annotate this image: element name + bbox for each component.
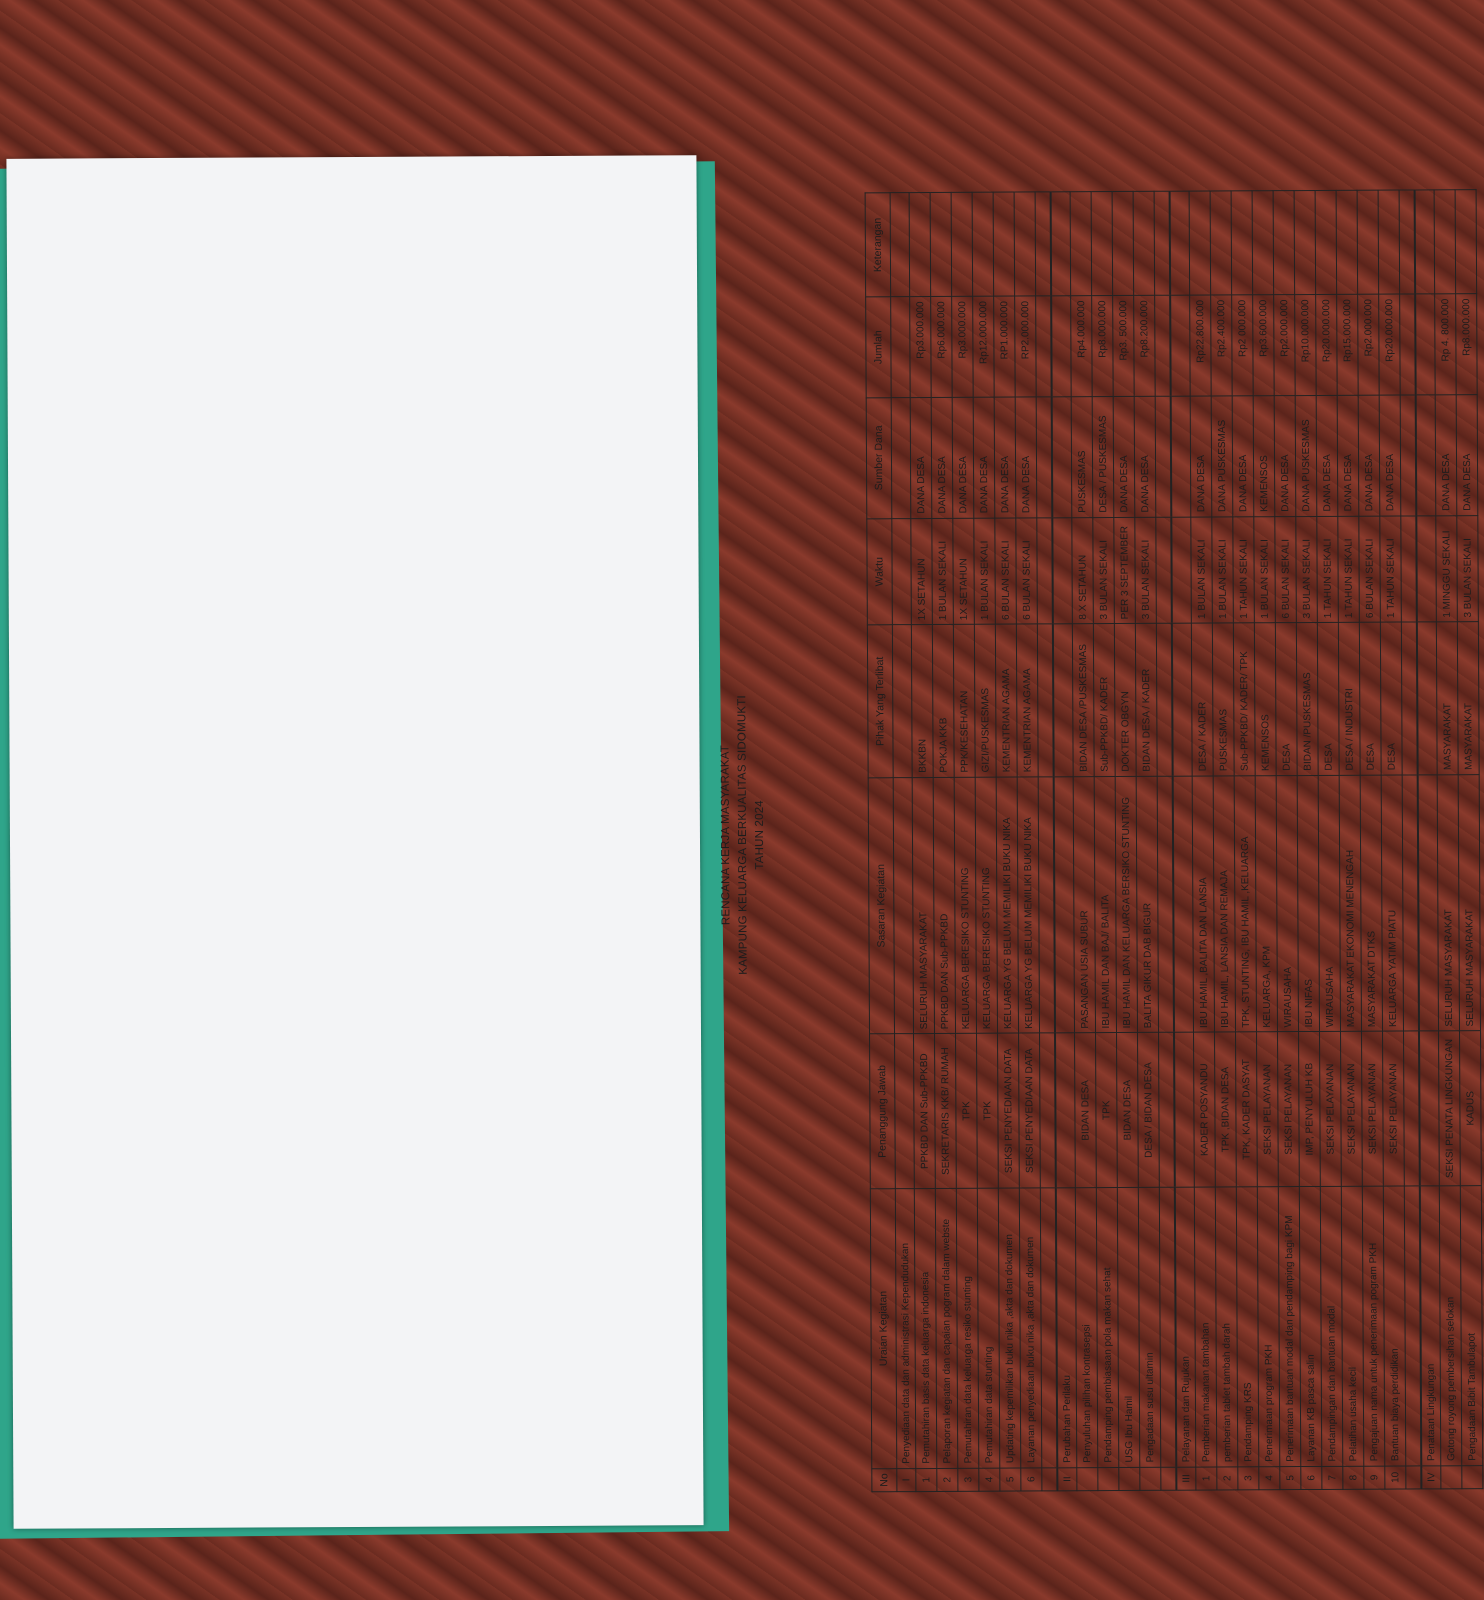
cell-sasaran: TPK, STUNTING, IBU HAMIL ,KELUARGA xyxy=(1234,776,1256,1033)
gap-cell xyxy=(1401,516,1417,623)
cell-uraian: Pengadaan Bibit Tambulapot xyxy=(1460,1186,1482,1466)
cell-jumlah: Rp3. 500.000 xyxy=(1113,296,1135,396)
work-plan-table xyxy=(865,189,1484,1492)
cell-no: 2 xyxy=(1217,1466,1238,1490)
cell-keterangan xyxy=(951,192,973,297)
empty-cell xyxy=(891,297,911,397)
cell-no xyxy=(1462,1465,1483,1489)
cell-sasaran: PASANGAN USIA SUBUR xyxy=(1073,776,1095,1033)
cell-uraian: Pemutahiran data keluarga resiko stunting xyxy=(956,1188,978,1468)
cell-pihak: Sub-PPKBD/ KADER xyxy=(1093,624,1115,776)
rotated-page xyxy=(696,152,1478,1516)
cell-dana: DANA DESA xyxy=(973,397,995,518)
cell-keterangan xyxy=(1252,191,1274,296)
cell-no: 6 xyxy=(1021,1468,1042,1492)
cell-dana: DANA DESA xyxy=(1232,395,1254,516)
cell-waktu: 3 BULAN SEKALI xyxy=(1093,517,1115,624)
cell-keterangan xyxy=(1434,190,1456,295)
cell-uraian: Pendamping pembiasaan pola makan sehat xyxy=(1096,1187,1118,1467)
cell-jumlah: Rp2 000.000 xyxy=(1232,295,1254,395)
cell-no xyxy=(1098,1467,1119,1491)
cell-keterangan xyxy=(1091,192,1113,297)
gap-cell xyxy=(1038,777,1055,1034)
cell-jumlah: Rp3.600.000 xyxy=(1253,295,1275,395)
cell-no: 3 xyxy=(958,1468,979,1492)
cell-pj: TPK ,BIDAN DESA xyxy=(1215,1032,1237,1187)
cell-pj: BIDAN DESA xyxy=(1075,1033,1097,1188)
cell-sasaran: KELUARGA YG BELUM MEMILIKI BUKU NIKA xyxy=(1017,777,1039,1034)
gap-cell xyxy=(1154,191,1170,296)
title-line-1: RENCANA KERJA MASYARAKAT xyxy=(719,744,733,926)
gap-cell xyxy=(1399,190,1415,295)
cell-waktu: PER 3 SEPTEMBER xyxy=(1114,517,1136,624)
cell-pj: SEKSI PELAYANAN xyxy=(1383,1031,1405,1186)
cell-waktu: 1 BULAN SEKALI xyxy=(1212,517,1234,624)
cell-jumlah: Rp2.000.000 xyxy=(1274,295,1296,395)
cell-pj: SEKSI PENYEDIAAN DATA xyxy=(998,1033,1020,1188)
cell-pihak: KEMENTRIAN AGAMA xyxy=(1016,624,1038,776)
cell-dana: DANA DESA xyxy=(1456,394,1478,515)
cell-no: 6 xyxy=(1301,1466,1322,1490)
header-pihak: Pihak Yang Terlibat xyxy=(867,625,893,777)
cell-pj: SEKSI PELAYANAN xyxy=(1341,1032,1363,1187)
cell-no: 2 xyxy=(937,1468,958,1492)
cell-no xyxy=(1140,1467,1161,1491)
cell-pihak: DOKTER OBGYN xyxy=(1114,624,1136,776)
cell-uraian: Penerimaan program PKH xyxy=(1257,1187,1279,1467)
cell-uraian: Bantuan biaya perdidikan xyxy=(1383,1186,1405,1466)
cell-waktu: 6 BULAN SEKALI xyxy=(995,518,1017,625)
cell-waktu: 6 BULAN SEKALI xyxy=(1016,518,1038,625)
cell-uraian: Penyuluhan pilihan kontrasepsi xyxy=(1075,1188,1097,1468)
cell-uraian: Pendamping KRS xyxy=(1236,1187,1258,1467)
section-name: Pelayanan dan Rujukan xyxy=(1175,1187,1196,1467)
gap-cell xyxy=(1406,1466,1422,1489)
cell-sasaran: KELUARGA BERESIKO STUNTING xyxy=(975,777,997,1034)
cell-pj: BIDAN DESA xyxy=(1117,1033,1139,1188)
cell-pihak: BKKBN xyxy=(911,625,933,777)
cell-sasaran: SELURUH MASYARAKAT xyxy=(1437,774,1459,1031)
cell-keterangan xyxy=(1070,192,1092,297)
cell-jumlah: Rp20.000.000 xyxy=(1379,294,1401,394)
cell-sasaran: IBU NIFAS xyxy=(1297,775,1319,1032)
cell-pihak: DESA / INDUSTRI xyxy=(1338,623,1360,775)
empty-cell xyxy=(891,397,911,518)
gap-cell xyxy=(1037,517,1053,624)
gap-cell xyxy=(1159,1033,1175,1188)
cell-no: 1 xyxy=(1196,1467,1217,1491)
cell-keterangan xyxy=(1378,190,1400,295)
cell-dana: DANA DESA xyxy=(910,397,932,518)
gap-cell xyxy=(1042,1467,1058,1490)
cell-uraian: USG Ibu Hamil xyxy=(1117,1187,1139,1467)
section-number: III xyxy=(1176,1467,1196,1491)
cell-waktu: 1 TAHUN SEKALI xyxy=(1338,516,1360,623)
cell-dana: DANA DESA xyxy=(1113,396,1135,517)
cell-waktu: 3 BULAN SEKALI xyxy=(1135,517,1157,624)
cell-waktu: 3 BULAN SEKALI xyxy=(1457,515,1479,622)
cell-waktu: 6 BULAN SEKALI xyxy=(1359,516,1381,623)
cell-jumlah: Rp4.000.000 xyxy=(1071,296,1093,396)
cell-dana: DANA DESA xyxy=(952,397,974,518)
cell-pj: TPK xyxy=(956,1034,978,1189)
cell-jumlah: Rp8.000.000 xyxy=(1092,296,1114,396)
cell-sasaran: WIRAUSAHA xyxy=(1318,775,1340,1032)
cell-pj: SEKSI PELAYANAN xyxy=(1257,1032,1279,1187)
empty-cell xyxy=(895,1034,915,1189)
section-name: Penataan Lingkungan xyxy=(1420,1186,1441,1466)
gap-cell xyxy=(1401,622,1417,774)
cell-jumlah: Rp12.000.000 xyxy=(973,297,995,397)
cell-sasaran: MASYARAKAT EKONOMI MENENGAH xyxy=(1339,775,1361,1032)
cell-dana: DANA DESA xyxy=(1358,395,1380,516)
cell-pihak: POKJA KKB xyxy=(932,625,954,777)
cell-dana: DANA PUSKESMAS xyxy=(1295,395,1317,516)
cell-uraian: Pelaporan kegiatan dan capaian pogram dalam webste xyxy=(935,1188,957,1468)
cell-keterangan xyxy=(1210,191,1232,296)
header-sasaran: Sasaran Kegiatan xyxy=(868,777,894,1034)
cell-pihak: MASYARAKAT xyxy=(1457,622,1479,774)
empty-cell xyxy=(1415,190,1435,295)
gap-cell xyxy=(1156,624,1172,776)
empty-cell xyxy=(1170,296,1190,396)
cell-sasaran: KELUARGA YATIM PIATU xyxy=(1381,775,1403,1032)
empty-cell xyxy=(1174,1033,1194,1188)
header-penanggung-jawab: Penanggung Jawab xyxy=(870,1034,896,1189)
cell-dana: PUSKESMAS xyxy=(1071,396,1093,517)
cell-no xyxy=(1441,1465,1462,1489)
gap-cell xyxy=(1404,1186,1421,1466)
cell-no: 5 xyxy=(1000,1468,1021,1492)
cell-sasaran: KELUARGA YG BELUM MEMILIKI BUKU NIKA xyxy=(996,777,1018,1034)
header-waktu: Waktu xyxy=(867,518,893,625)
gap-cell xyxy=(1400,294,1416,394)
cell-uraian: Layanan KB pasca salin xyxy=(1299,1186,1321,1466)
cell-dana: DANA DESA xyxy=(1337,395,1359,516)
cell-waktu: 1 MINGGU SEKALI xyxy=(1436,515,1458,622)
empty-cell xyxy=(893,777,913,1034)
header-keterangan: Keterangan xyxy=(865,193,891,298)
cell-keterangan xyxy=(1294,190,1316,295)
cell-no: 4 xyxy=(1259,1466,1280,1490)
cell-pihak: BIDAN DESA / KADER xyxy=(1135,624,1157,776)
cell-jumlah: RP2.000.000 xyxy=(1015,296,1037,396)
section-name: Perubahan Perilaku xyxy=(1056,1188,1077,1468)
cell-keterangan xyxy=(1315,190,1337,295)
cell-no xyxy=(1077,1467,1098,1491)
document-sheet xyxy=(6,155,1478,1529)
cell-keterangan xyxy=(1133,191,1155,296)
header-jumlah: Jumlah xyxy=(866,297,892,397)
cell-sasaran: IBU HAMIL ,BALITA DAN LANSIA xyxy=(1192,776,1214,1033)
cell-jumlah: Rp22.800.000 xyxy=(1190,295,1212,395)
title-block xyxy=(696,155,772,1515)
empty-cell xyxy=(1417,622,1437,774)
cell-dana: DANA DESA xyxy=(994,397,1016,518)
cell-jumlah: Rp 4. 800.000 xyxy=(1435,294,1457,394)
cell-pihak: BIDAN /PUSKESMAS xyxy=(1296,623,1318,775)
gap-cell xyxy=(1402,775,1419,1032)
cell-no: 5 xyxy=(1280,1466,1301,1490)
cell-pj: SEKSI PELAYANAN xyxy=(1320,1032,1342,1187)
cell-sasaran: SELURUH MASYARAKAT xyxy=(1458,774,1480,1031)
cell-no: 4 xyxy=(979,1468,1000,1492)
cell-uraian: Pemberian makanan tambahan xyxy=(1194,1187,1216,1467)
cell-pj: TPK xyxy=(977,1034,999,1189)
cell-uraian: Pemutahiran basis data keluarga indonesia xyxy=(914,1188,936,1468)
header-no: No xyxy=(872,1468,897,1492)
cell-waktu: 1X SETAHUN xyxy=(953,518,975,625)
section-number: I xyxy=(897,1468,916,1492)
cell-no: 10 xyxy=(1385,1466,1406,1490)
empty-cell xyxy=(1418,775,1439,1032)
empty-cell xyxy=(1054,776,1075,1033)
empty-cell xyxy=(1171,396,1191,517)
cell-sasaran: PPKBD DAN Sub-PPKBD xyxy=(933,777,955,1034)
table-body xyxy=(890,190,1483,1492)
cell-dana: DANA DESA xyxy=(1316,395,1338,516)
cell-dana: DANA DESA xyxy=(1379,395,1401,516)
cell-pihak: DESA xyxy=(1317,623,1339,775)
empty-cell xyxy=(1053,624,1073,776)
cell-keterangan xyxy=(972,192,994,297)
cell-uraian: Pengadaan susu ultamin xyxy=(1138,1187,1160,1467)
cell-keterangan xyxy=(1455,190,1477,295)
cell-no xyxy=(1119,1467,1140,1491)
gap-cell xyxy=(1040,1033,1056,1188)
cell-no: 8 xyxy=(1343,1466,1364,1490)
cell-jumlah: Rp2.400.000 xyxy=(1211,295,1233,395)
gap-cell xyxy=(1161,1467,1177,1490)
cell-pihak: BIDAN DESA /PUSKESMAS xyxy=(1072,624,1094,776)
cell-jumlah: Rp20.000.000 xyxy=(1316,295,1338,395)
empty-cell xyxy=(1416,515,1436,622)
cell-uraian: Gotong royong pembersihan selokan xyxy=(1439,1186,1461,1466)
cell-pihak: DESA xyxy=(1380,622,1402,774)
empty-cell xyxy=(1051,296,1071,396)
gap-cell xyxy=(1036,296,1052,396)
empty-cell xyxy=(1416,394,1436,515)
cell-uraian: Pemutahiran data stunting xyxy=(977,1188,999,1468)
cell-keterangan xyxy=(909,192,931,297)
cell-waktu: 1 BULAN SEKALI xyxy=(932,518,954,625)
gap-cell xyxy=(1156,517,1172,624)
cell-jumlah: Rp2.000.000 xyxy=(1358,295,1380,395)
section-name: Penyediaan data dan administrasi Kependudukan xyxy=(895,1189,915,1469)
cell-pihak: PUSKESMAS xyxy=(1212,623,1234,775)
header-sumber-dana: Sumber Dana xyxy=(866,397,892,518)
gap-cell xyxy=(1400,395,1416,516)
gap-cell xyxy=(1404,1031,1420,1186)
cell-jumlah: Rp15.000.000 xyxy=(1337,295,1359,395)
cell-uraian: Pendampingan dan bantuan modal xyxy=(1320,1186,1342,1466)
cell-waktu: 6 BULAN SEKALI xyxy=(1275,516,1297,623)
gap-cell xyxy=(1040,1188,1057,1468)
cell-uraian: Layanan penyediaan buku nika ,akta dan dokumen xyxy=(1019,1188,1041,1468)
cell-pihak: GIZI/PUSKESMAS xyxy=(974,625,996,777)
cell-pihak: DESA / KADER xyxy=(1191,623,1213,775)
empty-cell xyxy=(1173,776,1194,1033)
cell-jumlah: Rp3.000.000 xyxy=(952,297,974,397)
empty-cell xyxy=(892,625,912,777)
empty-cell xyxy=(1419,1031,1439,1186)
title-line-2: KAMPUNG KELUARGA BERKUALITAS SIDOMUKTI xyxy=(736,695,750,975)
cell-pihak: KEMENTRIAN AGAMA xyxy=(995,624,1017,776)
cell-jumlah: Rp8.200.000 xyxy=(1134,296,1156,396)
cell-jumlah: Rp10.000.000 xyxy=(1295,295,1317,395)
cell-jumlah: RP1.000.000 xyxy=(994,296,1016,396)
cell-keterangan xyxy=(1189,191,1211,296)
empty-cell xyxy=(890,193,910,298)
cell-sasaran: IBU HAMIL DAN BAJ/ BALITA xyxy=(1094,776,1116,1033)
gap-cell xyxy=(1157,776,1174,1033)
section-number: IV xyxy=(1421,1465,1441,1489)
cell-no: 7 xyxy=(1322,1466,1343,1490)
empty-cell xyxy=(1172,624,1192,776)
cell-jumlah: Rp6.000.000 xyxy=(931,297,953,397)
cell-keterangan xyxy=(993,192,1015,297)
cell-waktu: 1X SETAHUN xyxy=(911,518,933,625)
header-uraian: Uraian Kegiatan xyxy=(870,1189,896,1469)
cell-dana: DANA DESA xyxy=(1190,396,1212,517)
cell-sasaran: WIRAUSAHA xyxy=(1276,775,1298,1032)
cell-sasaran: SELURUH MASYARAKAT xyxy=(912,777,934,1034)
cell-keterangan xyxy=(1336,190,1358,295)
cell-keterangan xyxy=(1357,190,1379,295)
cell-pj: DESA / BIDAN DESA xyxy=(1138,1033,1160,1188)
cell-dana: DANA DESA xyxy=(1015,397,1037,518)
cell-keterangan xyxy=(1014,192,1036,297)
gap-cell xyxy=(1155,296,1171,396)
cell-uraian: Pengajuan nama untuk penerimaan pogram PKH xyxy=(1362,1186,1384,1466)
cell-pihak: KEMENSOS xyxy=(1254,623,1276,775)
cell-pihak: DESA xyxy=(1275,623,1297,775)
cell-uraian: Pelatihan usaha kecil xyxy=(1341,1186,1363,1466)
cell-waktu: 1 BULAN SEKALI xyxy=(1191,517,1213,624)
cell-sasaran: BALITA GIKUR DAB BIGUR xyxy=(1136,776,1158,1033)
cell-pj: SEKSI PELAYANAN xyxy=(1278,1032,1300,1187)
cell-jumlah: Rp3.000.000 xyxy=(910,297,932,397)
cell-no: 1 xyxy=(916,1468,937,1492)
cell-waktu: 1 BULAN SEKALI xyxy=(974,518,996,625)
cell-dana: DESA / PUSKESMAS xyxy=(1092,396,1114,517)
cell-dana: DANA DESA xyxy=(1134,396,1156,517)
cell-pihak: PPK/KESEHATAN xyxy=(953,625,975,777)
empty-cell xyxy=(892,518,912,625)
cell-pj: KADER POSYANDU xyxy=(1194,1032,1216,1187)
cell-dana: DANA PUSKESMAS xyxy=(1211,395,1233,516)
empty-cell xyxy=(1415,294,1435,394)
cell-dana: DANA DESA xyxy=(931,397,953,518)
cell-uraian: pemberian tablet tambah darah xyxy=(1215,1187,1237,1467)
cell-waktu: 1 TAHUN SEKALI xyxy=(1233,516,1255,623)
empty-cell xyxy=(1052,517,1072,624)
cell-pj: SEKSI PENYEDIAAN DATA xyxy=(1019,1033,1041,1188)
gap-cell xyxy=(1037,624,1053,776)
gap-cell xyxy=(1155,396,1171,517)
cell-sasaran: KELUARGA BERESIKO STUNTING xyxy=(954,777,976,1034)
cell-dana: KEMENSOS xyxy=(1253,395,1275,516)
gap-cell xyxy=(1159,1187,1176,1467)
cell-keterangan xyxy=(1273,191,1295,296)
cell-waktu: 1 TAHUN SEKALI xyxy=(1380,516,1402,623)
gap-cell xyxy=(1036,396,1052,517)
cell-sasaran: MASYARAKAT DTKS xyxy=(1360,775,1382,1032)
cell-sasaran: KELUARGA, KPM xyxy=(1255,775,1277,1032)
cell-uraian: Penerimaan bantuan modal dan pendamping bagi KPM xyxy=(1278,1187,1300,1467)
gap-cell xyxy=(1035,192,1051,297)
empty-cell xyxy=(1170,191,1190,296)
cell-pj: SEKSI PELAYANAN xyxy=(1362,1032,1384,1187)
cell-keterangan xyxy=(930,192,952,297)
cell-pj: PPKBD DAN Sub-PPKBD xyxy=(914,1034,936,1189)
title-line-3: TAHUN 2024 xyxy=(753,800,767,870)
cell-waktu: 1 BULAN SEKALI xyxy=(1254,516,1276,623)
cell-pihak: MASYARAKAT xyxy=(1436,622,1458,774)
cell-pihak: Sub-PPKBD/ KADER/ TPK xyxy=(1233,623,1255,775)
section-number: II xyxy=(1057,1467,1077,1491)
cell-uraian: Updating kepemilikan buku nika ,akta dan dokumen xyxy=(998,1188,1020,1468)
cell-sasaran: IBU HAMIL DAN KELUARGA BERSIKO STUNTING xyxy=(1115,776,1137,1033)
cell-no: 9 xyxy=(1364,1466,1385,1490)
cell-pj: TPK, KADER DASYAT xyxy=(1236,1032,1258,1187)
cell-keterangan xyxy=(1231,191,1253,296)
cell-pj: IMP, PENYULUH KB xyxy=(1299,1032,1321,1187)
cell-dana: DANA DESA xyxy=(1274,395,1296,516)
cell-pihak: DESA xyxy=(1359,623,1381,775)
cell-pj: SEKSI PENATA LINGKUNGAN xyxy=(1439,1031,1461,1186)
cell-pj: SEKRETARIS KKB/ RUMAH xyxy=(935,1034,957,1189)
empty-cell xyxy=(1171,517,1191,624)
cell-waktu: 3 BULAN SEKALI xyxy=(1296,516,1318,623)
cell-jumlah: Rp8.000.000 xyxy=(1456,294,1478,394)
empty-cell xyxy=(1051,192,1071,297)
cell-pj: TPK xyxy=(1096,1033,1118,1188)
cell-dana: DANA DESA xyxy=(1435,394,1457,515)
cell-waktu: 1 TAHUN SEKALI xyxy=(1317,516,1339,623)
empty-cell xyxy=(1055,1033,1075,1188)
cell-waktu: 8 X SETAHUN xyxy=(1072,517,1094,624)
cell-pj: KADUS xyxy=(1460,1031,1482,1186)
cell-keterangan xyxy=(1112,191,1134,296)
empty-cell xyxy=(1052,396,1072,517)
cell-no: 3 xyxy=(1238,1466,1259,1490)
cell-sasaran: IBU HAMIL, LANSIA DAN REMAJA xyxy=(1213,776,1235,1033)
